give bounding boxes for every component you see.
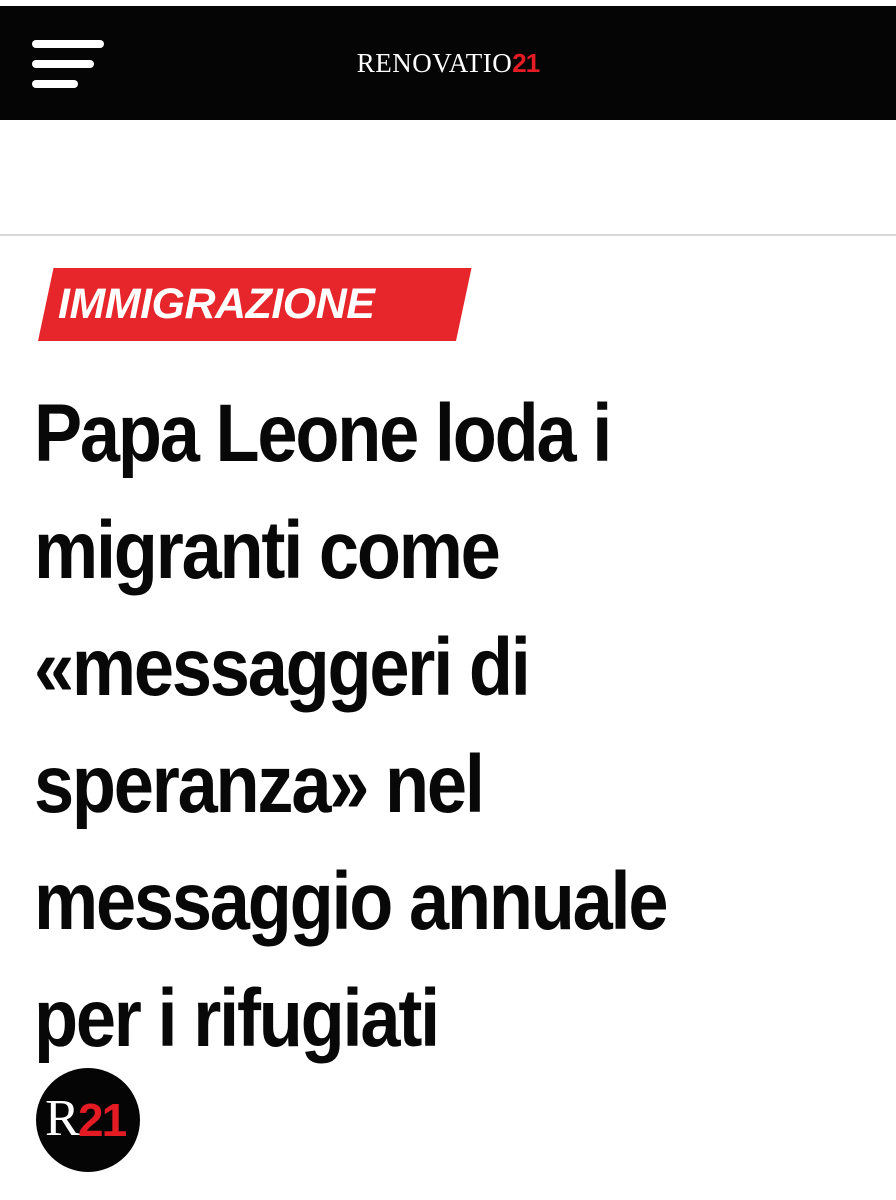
headline-line-2: migranti come (34, 505, 499, 596)
site-header (0, 6, 896, 120)
headline-line-1: Papa Leone loda i (34, 388, 611, 479)
author-avatar[interactable] (36, 1068, 140, 1172)
site-logo[interactable] (0, 6, 896, 120)
headline-line-4: speranza» nel (34, 739, 483, 830)
logo-number: 21 (512, 48, 540, 78)
headline-line-6: per i rifugiati (34, 973, 439, 1064)
headline-line-3: «messaggeri di (34, 622, 529, 713)
avatar-letter: R (45, 1090, 80, 1147)
avatar-number: 21 (78, 1094, 126, 1146)
section-divider (0, 234, 896, 236)
logo-text: RENOVATIO (356, 48, 513, 78)
category-label[interactable]: IMMIGRAZIONE (58, 280, 375, 328)
article-headline (34, 375, 854, 1077)
headline-line-5: messaggio annuale (34, 856, 667, 947)
